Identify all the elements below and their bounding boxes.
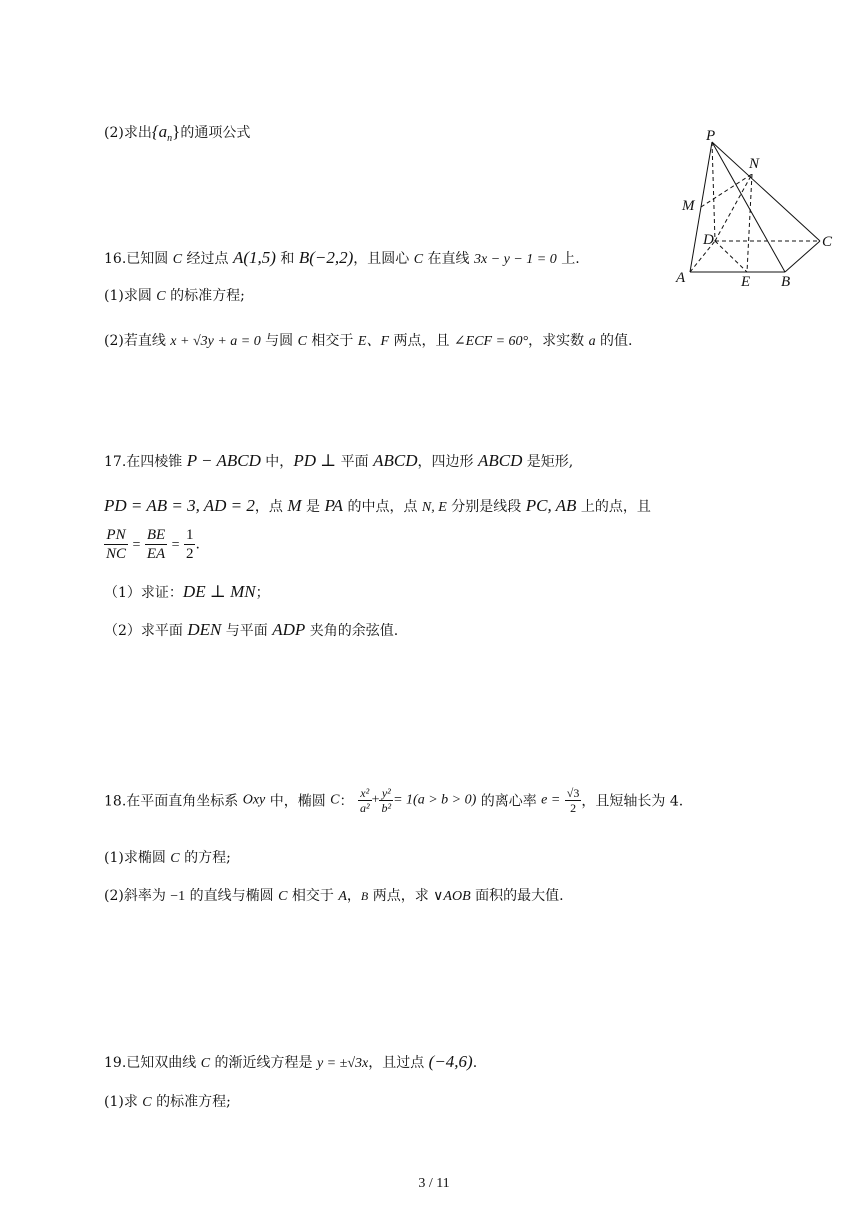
edge-pd	[712, 142, 715, 241]
q17-stem: 17.在四棱锥 P − ABCD 中，PD ⊥ 平面 ABCD，四边形 ABCD 是矩形,	[104, 451, 574, 470]
q17-part2: （2）求平面 DEN 与平面 ADP 夹角的余弦值.	[104, 620, 399, 639]
q19-stem: 19.已知双曲线 C 的渐近线方程是 y = ±√3x，且过点 (−4,6).	[104, 1052, 478, 1071]
label-d: D	[703, 232, 714, 248]
q17-conditions: PD = AB = 3, AD = 2，点 M 是 PA 的中点，点 N, E 分别是线段 PC, AB 上的点，且	[104, 496, 651, 515]
segment-ne	[747, 174, 752, 272]
segment-mn	[701, 174, 752, 207]
segment-de	[715, 241, 747, 272]
q16-stem: 16.已知圆 C 经过点 A(1,5) 和 B(−2,2)，且圆心 C 在直线 3x − y − 1 = 0 上.	[104, 248, 580, 267]
label-b: B	[781, 274, 791, 290]
q18-part1: (1)求椭圆 C 的方程;	[104, 850, 231, 866]
q19-part1: (1)求 C 的标准方程;	[104, 1094, 231, 1110]
q18-stem: 18.在平面直角坐标系 Oxy 中，椭圆 C： $\frac{\text{x²}}{\text{a²}}$ + $\frac{\text{y²}}{\text{b²}}$ = 1(a > b > 0) 的离心率 e = $\frac{√3}{2}$ ，且短轴长为 4.	[104, 786, 684, 815]
segment-dn	[715, 174, 752, 241]
label-a: A	[676, 270, 686, 286]
page-number: 3 / 11	[418, 1176, 450, 1191]
label-p: P	[706, 128, 716, 144]
fraction-x2-a2: $\frac{\text{x²}}{\text{a²}}$	[359, 786, 370, 815]
fraction-pn-nc: $\frac{PN}{NC}$	[106, 527, 127, 562]
q16-part2: (2)若直线 x + √3y + a = 0 与圆 C 相交于 E、F 两点，且 ∠ECF = 60°，求实数 a 的值.	[104, 333, 633, 349]
label-m: M	[682, 198, 695, 214]
label-n: N	[749, 156, 760, 172]
q16-part1: (1)求圆 C 的标准方程;	[104, 288, 245, 304]
q15-part2: (2)求出$\{a_n\}$的通项公式	[104, 122, 251, 144]
fraction-y2-b2: $\frac{\text{y²}}{\text{b²}}$	[381, 786, 392, 815]
q18-part2: (2)斜率为 −1 的直线与椭圆 C 相交于 A，B 两点，求 ∨AOB 面积的最大值.	[104, 888, 564, 904]
q17-part1: （1）求证：DE ⊥ MN；	[104, 582, 270, 601]
edge-pc	[712, 142, 820, 241]
label-e: E	[741, 274, 751, 290]
fraction-sqrt3-2: $\frac{√3}{2}$	[566, 786, 580, 815]
q17-ratio: $\frac{PN}{NC}$ = $\frac{BE}{EA}$ = $\frac{1}{2}$ .	[106, 527, 200, 562]
fraction-be-ea: $\frac{BE}{EA}$	[146, 527, 166, 562]
label-c: C	[822, 234, 833, 250]
pyramid-figure	[670, 128, 842, 296]
edge-bc	[785, 241, 820, 272]
fraction-one-half: $\frac{1}{2}$	[185, 527, 194, 562]
